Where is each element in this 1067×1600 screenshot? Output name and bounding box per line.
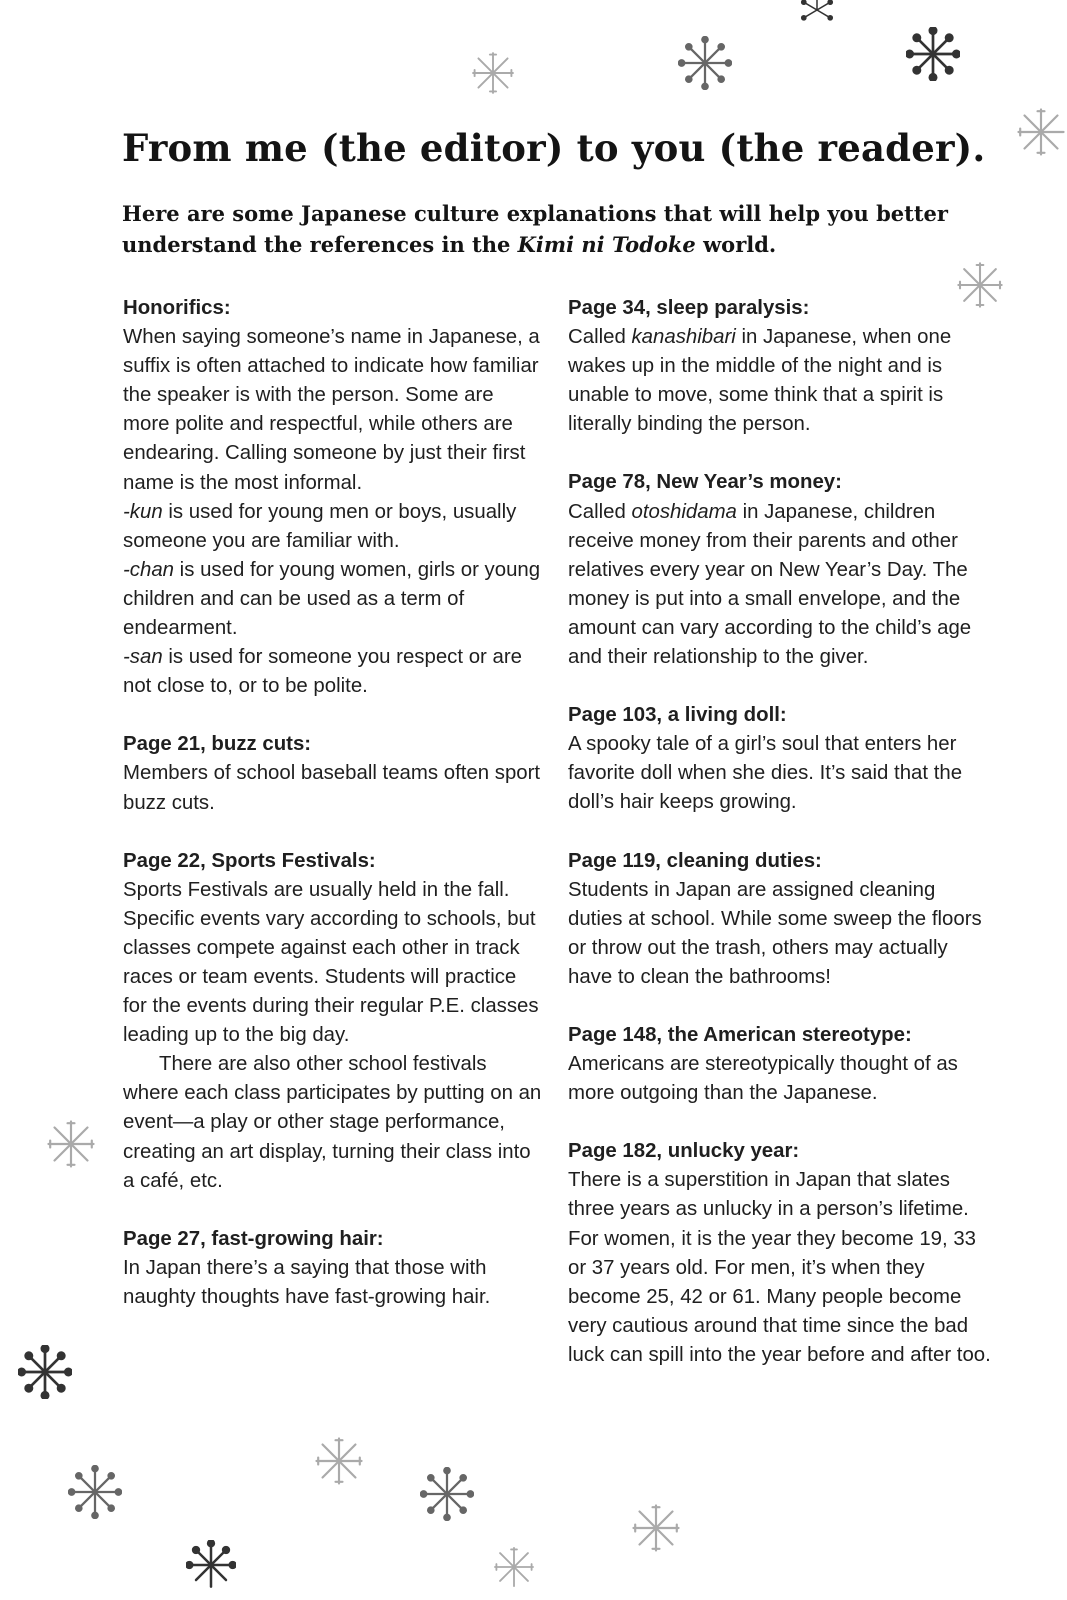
note-unlucky-year	[568, 1137, 993, 1370]
note-text-chan	[123, 556, 543, 643]
note-heading: Page 103, a living doll:	[568, 704, 787, 727]
note-text: A spooky tale of a girl’s soul that enters her favorite doll when she dies. It’s said that the doll’s hair keeps growing.	[568, 733, 963, 814]
note-fast-growing-hair	[123, 1225, 543, 1312]
snowflake-icon	[795, 0, 839, 28]
snowflake-icon	[313, 1435, 365, 1487]
note-text: There are also other school festivals where each class participates by putting on an event—a play or other stage performance, creating an art display, turning their class into a café, etc.	[123, 1053, 542, 1192]
note-buzz-cuts	[123, 730, 543, 817]
note-sleep-paralysis	[568, 294, 993, 439]
note-heading: Page 148, the American stereotype:	[568, 1023, 912, 1046]
intro-text	[122, 198, 1002, 260]
honorific-description: is used for someone you respect or are not close to, or to be polite.	[123, 646, 522, 698]
snowflake-icon	[68, 1465, 122, 1519]
note-sports-festivals	[123, 847, 543, 1196]
honorific-term: -san	[123, 646, 163, 669]
snowflake-icon	[630, 1502, 682, 1554]
japanese-term: kanashibari	[631, 326, 736, 349]
note-text: Americans are stereotypically thought of as more outgoing than the Japanese.	[568, 1053, 958, 1105]
series-title: Kimi ni Todoke	[517, 232, 696, 257]
note-heading: Page 22, Sports Festivals:	[123, 849, 376, 872]
honorific-description: is used for young men or boys, usually someone you are familiar with.	[123, 500, 517, 552]
note-heading: Page 21, buzz cuts:	[123, 733, 312, 756]
note-text: Sports Festivals are usually held in the fall. Specific events vary according to schools, but classes compete against each other in track races or team events. Students will practice for the events during their regular P.E. classes leading up to the big day.	[123, 878, 539, 1047]
page-title: From me (the editor) to you (the reader).	[122, 126, 986, 170]
left-column	[123, 294, 543, 1341]
snowflake-icon	[1015, 106, 1067, 158]
note-text: Members of school baseball teams often sport buzz cuts.	[123, 762, 541, 814]
note-american-stereotype	[568, 1021, 993, 1108]
snowflake-icon	[906, 27, 960, 81]
note-heading: Page 78, New Year’s money:	[568, 471, 842, 494]
snowflake-icon	[492, 1545, 536, 1589]
note-text	[568, 323, 993, 439]
note-text: Students in Japan are assigned cleaning duties at school. While some sweep the floors or throw out the trash, others may actually have to clean the bathrooms!	[568, 878, 982, 988]
honorific-description: is used for young women, girls or young children and can be used as a term of endearment.	[123, 558, 541, 640]
note-heading: Page 182, unlucky year:	[568, 1140, 800, 1163]
snowflake-icon	[470, 50, 516, 96]
snowflake-icon	[420, 1467, 474, 1521]
note-heading: Page 119, cleaning duties:	[568, 849, 822, 872]
note-text: When saying someone’s name in Japanese, a suffix is often attached to indicate how familiar the speaker is with the person. Some are more polite and respectful, while others are endearing. Calling someone by just their first name is the most informal.	[123, 326, 540, 494]
note-text: There is a superstition in Japan that slates three years as unlucky in a person’s lifetime. For women, it is the year they become 19, 33 or 37 years old. For men, it’s when they become 25, 42 or 61. Many people become very cautious around that time since the bad luck can spill into the year before and after too.	[568, 1169, 991, 1366]
note-text-start: Called	[568, 500, 632, 523]
note-living-doll	[568, 701, 993, 817]
note-text-start: Called	[568, 326, 632, 349]
note-text-end: in Japanese, children receive money from their parents and other relatives every year on New Year’s Day. The money is put into a small envelope, and the amount can vary according to the child’s age and their relationship to the giver.	[568, 500, 972, 669]
right-column	[568, 294, 993, 1399]
note-heading: Page 34, sleep paralysis:	[568, 297, 810, 319]
honorific-term: -kun	[123, 500, 163, 523]
note-cleaning-duties	[568, 847, 993, 992]
note-text-kun	[123, 498, 543, 556]
note-text: In Japan there’s a saying that those with naughty thoughts have fast-growing hair.	[123, 1256, 491, 1308]
snowflake-icon	[18, 1345, 72, 1399]
note-heading: Page 27, fast-growing hair:	[123, 1227, 384, 1250]
japanese-term: otoshidama	[631, 500, 737, 523]
note-text	[568, 498, 993, 673]
note-honorifics	[123, 294, 543, 701]
note-heading: Honorifics:	[123, 297, 231, 319]
intro-text-end: world.	[695, 232, 777, 257]
snowflake-icon	[678, 36, 732, 90]
intro-text-start: Here are some Japanese culture explanations that will help you better understand the references in the	[122, 201, 948, 257]
snowflake-icon	[186, 1540, 236, 1590]
snowflake-icon	[45, 1118, 97, 1170]
note-new-years-money	[568, 468, 993, 672]
note-text-end: in Japanese, when one wakes up in the middle of the night and is unable to move, some think that a spirit is literally binding the person.	[568, 326, 952, 436]
honorific-term: -chan	[123, 558, 175, 581]
note-text-san	[123, 643, 543, 701]
